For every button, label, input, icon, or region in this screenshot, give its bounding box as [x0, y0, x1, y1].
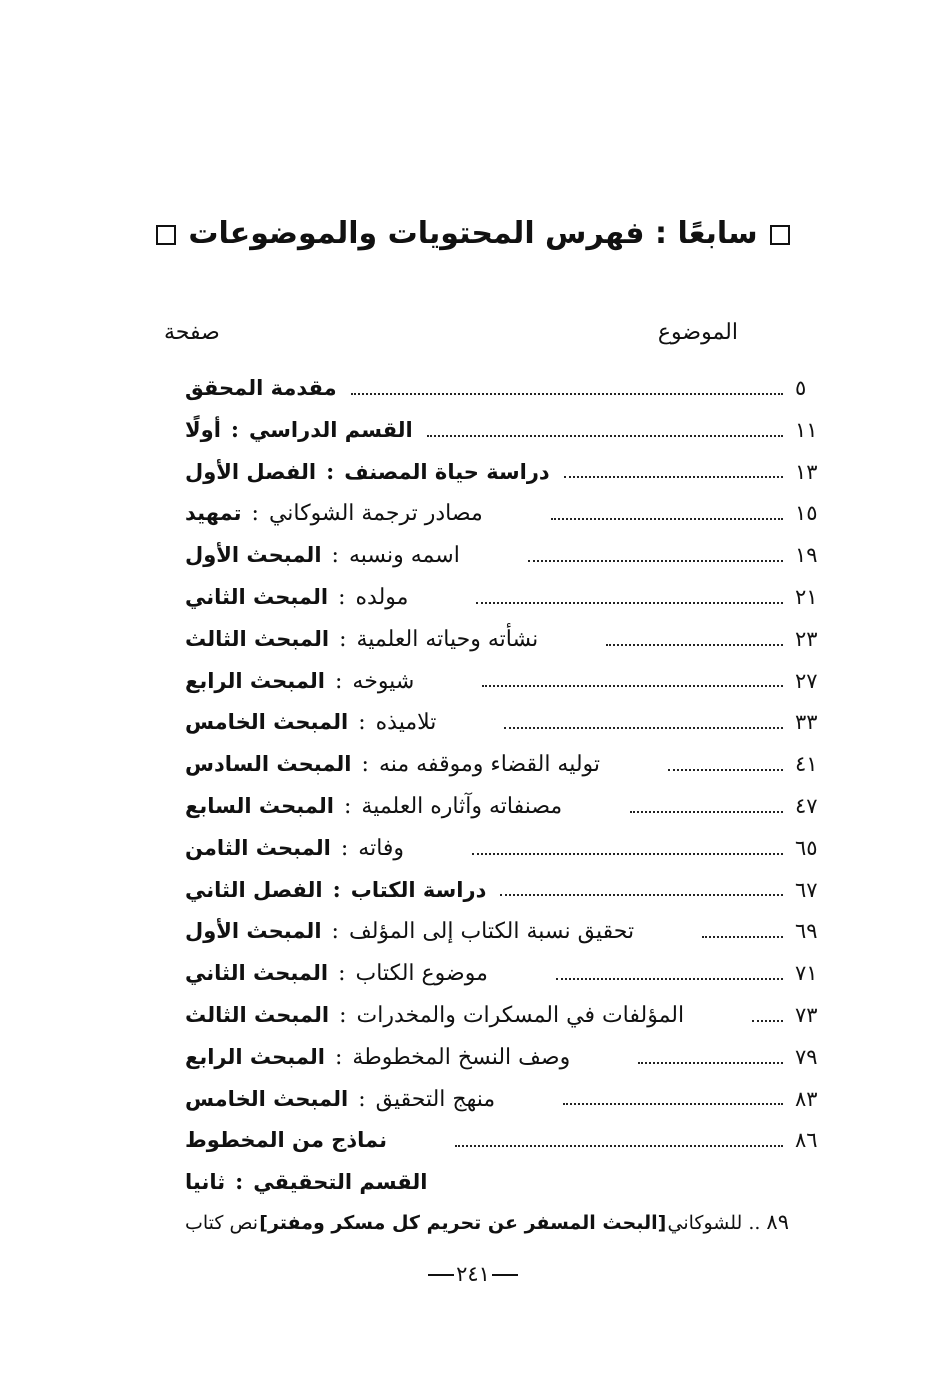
toc-page-number: ٣٣	[795, 710, 818, 735]
toc-entry-heading: المبحث السابع	[185, 793, 334, 818]
toc-entry-colon: :	[339, 626, 347, 652]
toc-entry-subject: نشأته وحياته العلمية	[356, 626, 539, 652]
toc-row	[185, 702, 847, 744]
toc-entry-colon: :	[251, 501, 259, 527]
toc-row	[185, 1120, 847, 1162]
toc-entry-subject: توليه القضاء وموقفه منه	[378, 752, 601, 778]
toc-entry	[185, 493, 483, 535]
toc-entry	[185, 368, 337, 410]
toc-entry-colon: :	[230, 416, 240, 443]
dot-leader	[556, 978, 783, 980]
dot-leader	[351, 393, 783, 395]
final-entry-author: للشوكاني	[667, 1212, 743, 1234]
toc-entry-heading: المبحث الأول	[185, 919, 322, 944]
toc-entry-heading: المبحث الثالث	[185, 626, 330, 651]
toc-row	[185, 661, 847, 703]
toc-entry-colon: :	[235, 1169, 244, 1196]
page-title	[0, 212, 946, 256]
toc-entry-subject: موضوع الكتاب	[355, 961, 488, 987]
dot-leader	[564, 476, 783, 478]
dot-leader	[427, 435, 783, 437]
final-entry-book-title: [البحث المسفر عن تحريم كل مسكر ومفتر]	[259, 1212, 667, 1234]
toc-row	[185, 1037, 847, 1079]
toc-row	[185, 493, 847, 535]
toc-row	[185, 828, 847, 870]
toc-row	[185, 911, 847, 953]
dot-leader	[476, 602, 783, 604]
dot-leader	[504, 727, 783, 729]
toc-entry-heading: نماذج من المخطوط	[185, 1128, 388, 1153]
toc-row	[185, 953, 847, 995]
toc-entry-heading: المبحث الرابع	[185, 1044, 325, 1069]
toc-entry-heading: المبحث الثاني	[185, 961, 329, 986]
toc-entry-subject: تلاميذه	[375, 710, 437, 736]
column-headers	[160, 320, 860, 356]
toc-entry	[185, 577, 408, 619]
toc-page-number: ٤٧	[795, 793, 818, 818]
folio-dash-right	[492, 1274, 518, 1276]
toc-row	[185, 1079, 847, 1121]
toc-entry-colon: :	[338, 584, 346, 610]
toc-entry-heading: أولًا	[185, 417, 221, 442]
toc-page-number: ٤١	[795, 752, 818, 777]
dot-leader	[500, 894, 783, 896]
toc-page-number: ٢٧	[795, 668, 818, 693]
toc-entry	[185, 535, 460, 577]
toc-entry	[185, 828, 404, 870]
toc-entry	[185, 744, 600, 786]
toc-page-number: ٦٧	[795, 877, 818, 902]
toc-entry	[185, 953, 488, 995]
toc-page-number: ٦٥	[795, 835, 818, 860]
toc-entry-heading: ثانيا	[185, 1170, 226, 1195]
toc-row	[185, 410, 847, 452]
toc-entry-subject: مصادر ترجمة الشوكاني	[268, 501, 483, 527]
toc-entry-heading: المبحث السادس	[185, 752, 352, 777]
final-entry-dots: ..	[748, 1212, 761, 1234]
toc-row	[185, 786, 847, 828]
toc-entry-heading: تمهيد	[185, 501, 242, 526]
toc-row	[185, 870, 847, 912]
table-of-contents	[185, 368, 847, 1204]
toc-row	[185, 619, 847, 661]
dot-leader	[551, 518, 783, 520]
toc-entry	[185, 1037, 570, 1079]
toc-entry-colon: :	[361, 752, 369, 778]
dot-leader	[630, 811, 783, 813]
toc-page-number: ١٣	[795, 459, 818, 484]
toc-entry-colon: :	[358, 1086, 366, 1112]
box-ornament-right	[770, 225, 790, 245]
toc-entry-subject: القسم الدراسي	[249, 417, 413, 442]
toc-entry-subject: مصنفاته وآثاره العلمية	[361, 793, 563, 819]
toc-entry-colon: :	[340, 835, 349, 861]
toc-row	[185, 368, 847, 410]
toc-entry-heading: المبحث الأول	[185, 543, 322, 568]
toc-entry-subject: تحقيق نسبة الكتاب إلى المؤلف	[348, 919, 635, 945]
toc-page-number: ٨٦	[795, 1128, 818, 1153]
toc-entry-colon: :	[338, 961, 346, 987]
toc-entry-colon: :	[331, 543, 339, 569]
final-entry-intro: نص كتاب	[185, 1212, 259, 1234]
dot-leader	[638, 1062, 783, 1064]
toc-entry-subject: منهج التحقيق	[375, 1086, 496, 1112]
toc-entry-heading: الفصل الثاني	[185, 877, 323, 902]
toc-entry	[185, 995, 684, 1037]
toc-entry-colon: :	[358, 710, 366, 736]
toc-page-number: ٧٩	[795, 1044, 818, 1069]
toc-entry-colon: :	[335, 668, 343, 694]
toc-entry	[185, 786, 562, 828]
toc-entry-colon: :	[343, 793, 352, 819]
toc-entry	[185, 661, 414, 703]
toc-entry	[185, 410, 413, 452]
toc-entry	[185, 452, 550, 494]
toc-entry-colon: :	[326, 458, 335, 485]
toc-entry-subject: المؤلفات في المسكرات والمخدرات	[356, 1002, 685, 1028]
toc-entry-subject: اسمه ونسبه	[348, 543, 460, 569]
toc-entry	[185, 1120, 387, 1162]
toc-entry-colon: :	[335, 1044, 343, 1070]
page-title-text: سابعًا : فهرس المحتويات والموضوعات	[188, 216, 758, 251]
toc-entry	[185, 1162, 427, 1204]
toc-row	[185, 452, 847, 494]
toc-entry-subject: وفاته	[358, 835, 405, 861]
toc-entry-subject: مولده	[355, 584, 409, 610]
toc-entry-heading: المبحث الخامس	[185, 710, 349, 735]
toc-page-number: ٧١	[795, 961, 818, 986]
page-folio	[0, 1262, 946, 1286]
toc-entry-heading: مقدمة المحقق	[185, 376, 337, 400]
toc-entry-subject: دراسة الكتاب	[350, 877, 487, 902]
toc-entry-subject: وصف النسخ المخطوطة	[352, 1044, 571, 1070]
folio-dash-left	[428, 1274, 454, 1276]
toc-page-number: ١٥	[795, 501, 818, 526]
toc-entry-heading: المبحث الرابع	[185, 668, 325, 693]
toc-entry	[185, 619, 538, 661]
toc-page-number: ٢١	[795, 584, 818, 609]
dot-leader	[702, 936, 783, 938]
toc-page-number: ٥	[795, 376, 807, 400]
toc-row	[185, 535, 847, 577]
toc-page-number: ٧٣	[795, 1002, 818, 1027]
toc-entry-heading: المبحث الثالث	[185, 1002, 330, 1027]
toc-row	[185, 744, 847, 786]
toc-entry-heading: الفصل الأول	[185, 459, 317, 484]
toc-entry-subject: شيوخه	[352, 668, 415, 694]
toc-entry-colon: :	[331, 919, 339, 945]
dot-leader	[563, 1103, 783, 1105]
toc-entry	[185, 911, 634, 953]
dot-leader	[482, 685, 783, 687]
box-ornament-left	[156, 225, 176, 245]
toc-row	[185, 995, 847, 1037]
toc-page-number: ٨٣	[795, 1086, 818, 1111]
page-column-header: صفحة	[164, 320, 220, 345]
dot-leader	[668, 769, 783, 771]
dot-leader	[455, 1145, 783, 1147]
toc-entry-colon: :	[339, 1002, 347, 1028]
toc-entry-colon: :	[332, 876, 341, 903]
dot-leader	[752, 1020, 783, 1022]
topic-column-header: الموضوع	[657, 320, 738, 345]
toc-entry	[185, 1079, 495, 1121]
folio-number: ٢٤١	[456, 1262, 490, 1286]
toc-page-number: ٦٩	[795, 919, 818, 944]
toc-row	[185, 577, 847, 619]
toc-final-entry	[185, 1200, 793, 1244]
toc-entry-subject: القسم التحقيقي	[253, 1170, 428, 1195]
toc-entry	[185, 870, 486, 912]
toc-entry-heading: المبحث الثامن	[185, 835, 331, 860]
toc-page-number: ١١	[795, 417, 818, 442]
toc-page-number: ١٩	[795, 543, 818, 568]
toc-entry	[185, 702, 436, 744]
toc-entry-subject: دراسة حياة المصنف	[344, 459, 550, 484]
toc-page-number: ٢٣	[795, 626, 818, 651]
toc-entry-heading: المبحث الخامس	[185, 1086, 349, 1111]
final-entry-page: ٨٩	[766, 1210, 789, 1234]
dot-leader	[472, 853, 783, 855]
dot-leader	[528, 560, 783, 562]
toc-entry-heading: المبحث الثاني	[185, 584, 329, 609]
toc-row	[185, 1162, 847, 1204]
dot-leader	[606, 644, 783, 646]
